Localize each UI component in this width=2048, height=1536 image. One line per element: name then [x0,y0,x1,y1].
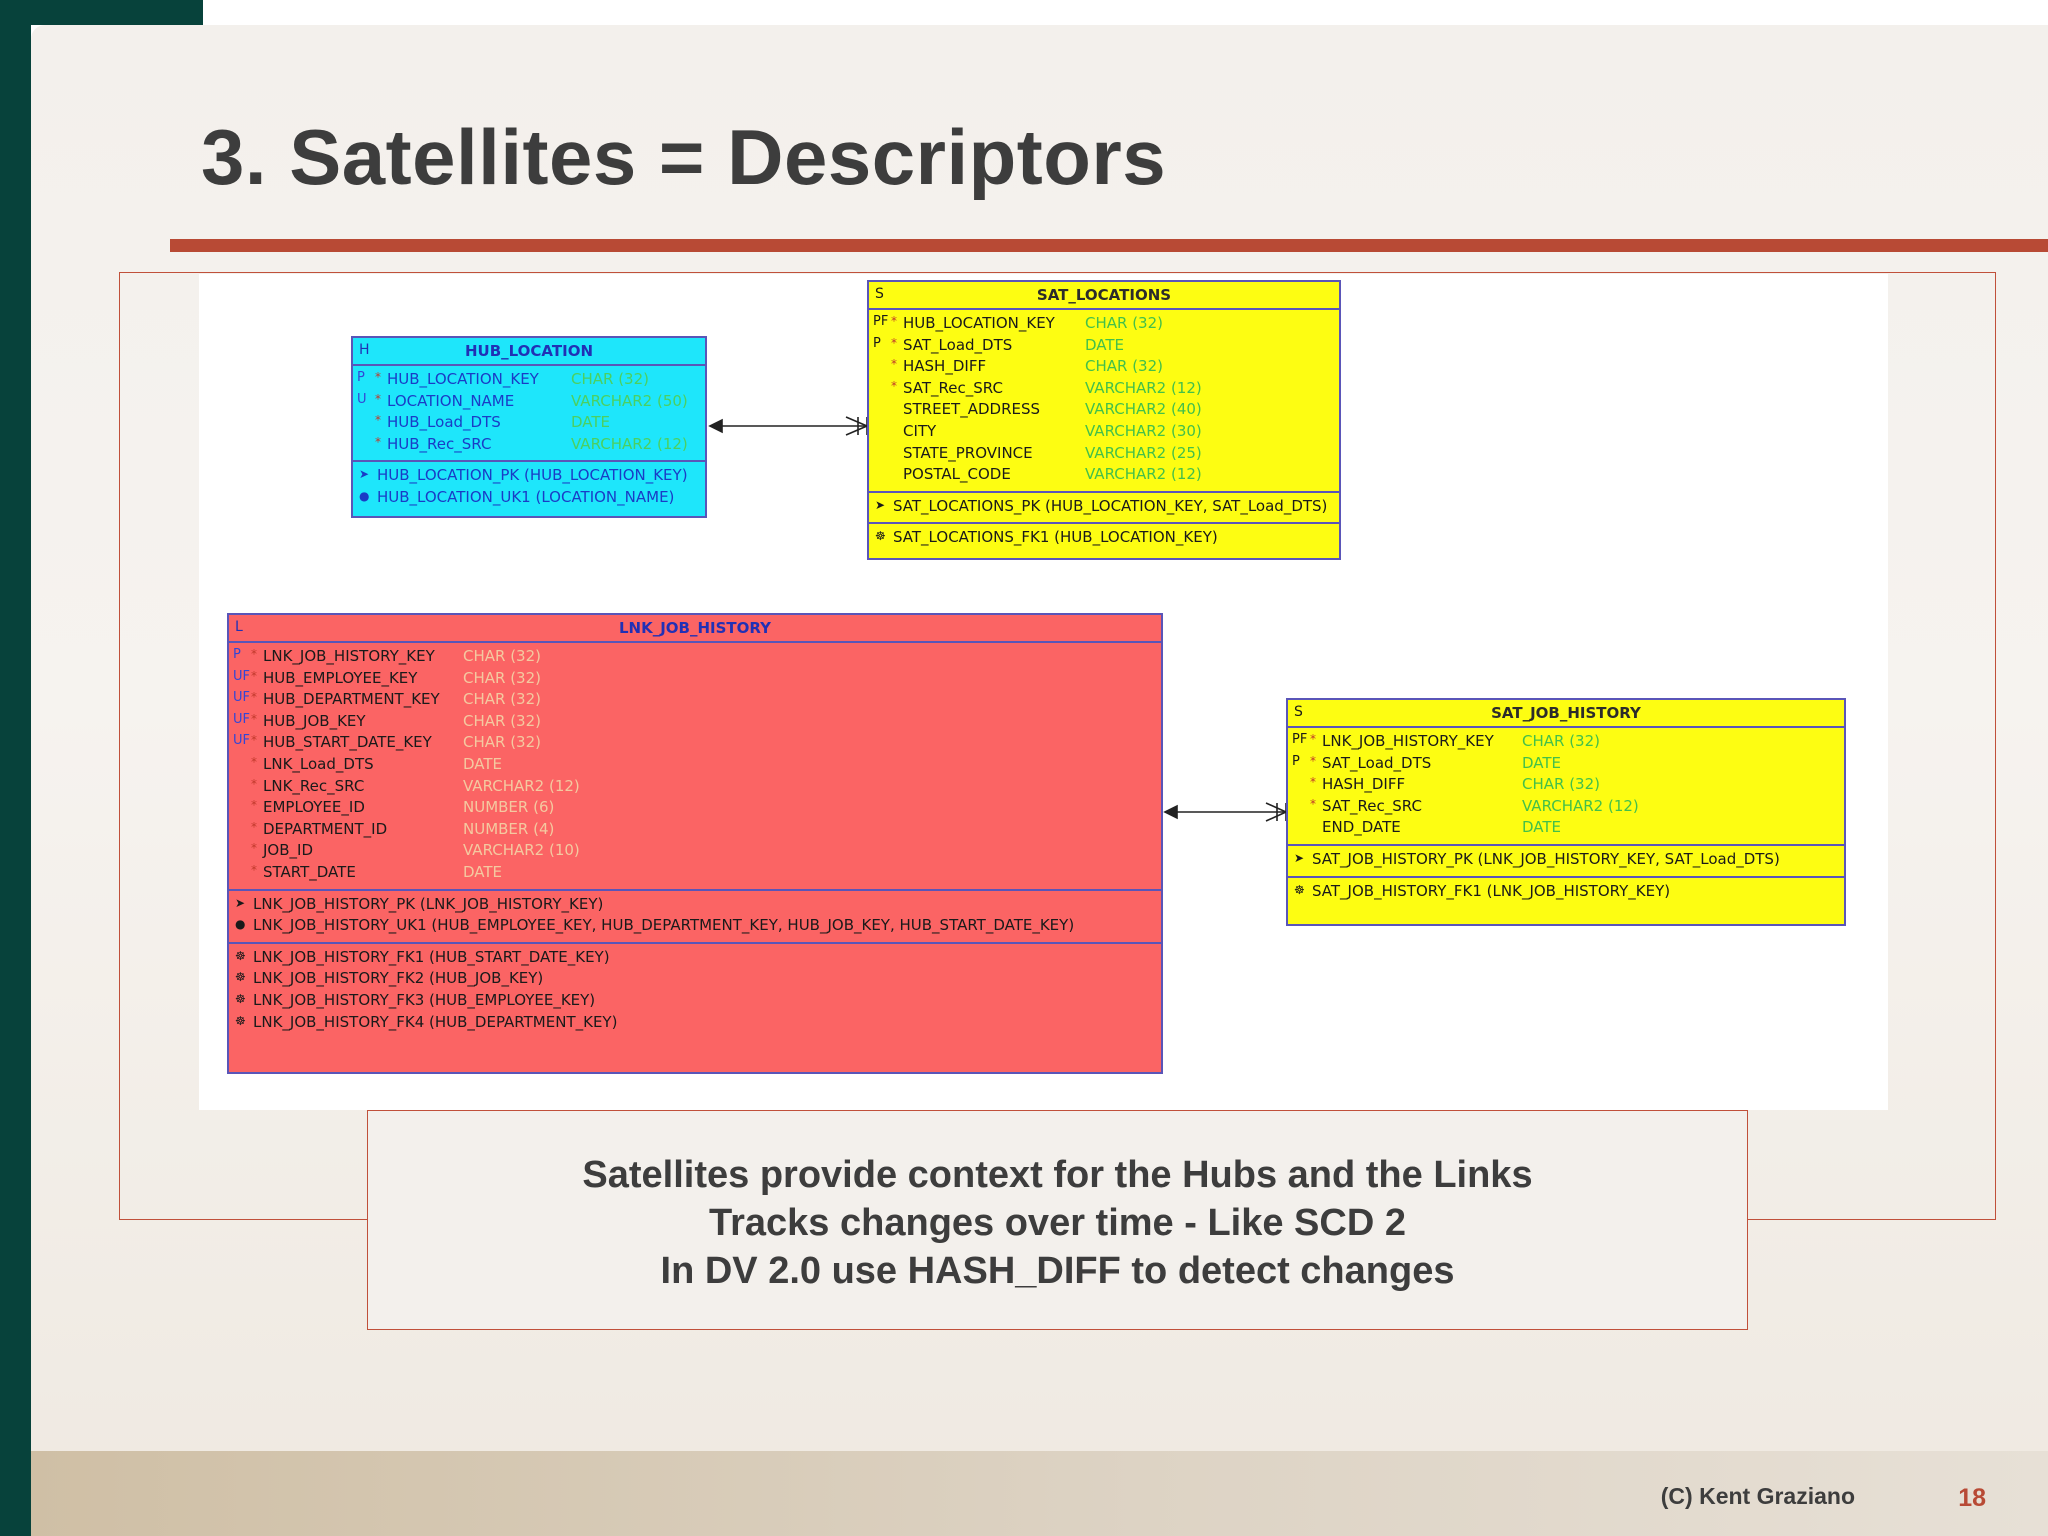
column-row [869,400,1339,422]
mandatory-marker: * [251,647,257,661]
column-row [869,379,1339,401]
entity-type-label: S [875,286,884,302]
key-text: SAT_LOCATIONS_PK (HUB_LOCATION_KEY, SAT_Load_DTS) [893,496,1328,515]
mandatory-marker: * [375,413,381,428]
column-type: VARCHAR2 (12) [463,776,580,795]
column-name: HASH_DIFF [903,357,987,376]
column-name: SAT_Rec_SRC [1322,796,1422,815]
caption-box [367,1110,1748,1330]
column-type: DATE [1522,818,1562,837]
entity-header [1288,700,1844,728]
column-name: SAT_Load_DTS [1322,753,1432,772]
mandatory-marker: * [1310,775,1316,790]
title-underline [170,239,2048,252]
column-name: END_DATE [1322,818,1401,837]
mandatory-marker: * [891,357,897,372]
column-row [229,647,1161,669]
column-row [869,314,1339,336]
top-accent-strip [0,0,203,25]
column-flag: P [1292,753,1300,769]
column-row [1288,754,1844,776]
mandatory-marker: * [1310,753,1316,768]
mandatory-marker: * [891,378,897,393]
column-name: STREET_ADDRESS [903,400,1041,419]
column-name: LNK_Rec_SRC [263,776,365,795]
mandatory-marker: * [375,391,381,406]
key-row [869,497,1339,519]
column-row [229,669,1161,691]
column-row [1288,775,1844,797]
key-row [1288,850,1844,872]
column-name: LNK_JOB_HISTORY_KEY [263,647,435,665]
column-name: HUB_DEPARTMENT_KEY [263,690,440,709]
column-row [229,712,1161,734]
mandatory-marker: * [251,668,257,683]
column-name: POSTAL_CODE [903,465,1011,484]
column-flag: UF [233,690,250,706]
mandatory-marker: * [251,819,257,834]
key-row [229,969,1161,991]
key-row [869,528,1339,550]
mandatory-marker: * [1310,796,1316,811]
key-text: LNK_JOB_HISTORY_UK1 (HUB_EMPLOYEE_KEY, HUB_DEPARTMENT_KEY, HUB_JOB_KEY, HUB_START_DATE_KEY) [253,916,1075,935]
foreign-key-icon: ☸ [235,970,246,985]
key-text: HUB_LOCATION_UK1 (LOCATION_NAME) [377,487,675,506]
column-type: CHAR (32) [571,370,649,388]
key-row [353,466,705,488]
entity-name: SAT_JOB_HISTORY [1491,704,1641,722]
column-type: CHAR (32) [463,668,541,687]
key-text: LNK_JOB_HISTORY_PK (LNK_JOB_HISTORY_KEY) [253,894,604,913]
mandatory-marker: * [251,798,257,813]
column-type: VARCHAR2 (40) [1085,400,1202,419]
column-name: SAT_Rec_SRC [903,378,1003,397]
column-type: VARCHAR2 (12) [1085,465,1202,484]
column-type: VARCHAR2 (12) [1522,796,1639,815]
mandatory-marker: * [375,370,381,384]
foreign-key-icon: ☸ [1294,882,1305,897]
foreign-key-icon: ☸ [235,991,246,1006]
column-name: START_DATE [263,862,356,881]
entity-header [229,615,1161,643]
column-type: CHAR (32) [463,711,541,730]
page-number: 18 [1958,1484,1986,1512]
key-text: SAT_JOB_HISTORY_FK1 (LNK_JOB_HISTORY_KEY) [1312,881,1671,900]
slide-title: 3. Satellites = Descriptors [201,113,1167,201]
column-type: VARCHAR2 (50) [571,391,688,410]
column-type: CHAR (32) [1522,732,1600,750]
entity-primary-key [869,493,1339,525]
foreign-key-icon: ☸ [875,529,886,544]
column-type: DATE [463,754,503,773]
entity-primary-key [1288,846,1844,878]
column-name: STATE_PROVINCE [903,443,1033,462]
entity-type-label: H [359,342,370,358]
entity-type-label: L [235,619,243,635]
column-row [1288,818,1844,840]
left-accent-bar [0,0,31,1536]
key-text: SAT_JOB_HISTORY_PK (LNK_JOB_HISTORY_KEY, SAT_Load_DTS) [1312,849,1780,868]
mandatory-marker: * [251,733,257,748]
key-row [353,488,705,510]
entity-foreign-key [869,524,1339,554]
key-row [1288,882,1844,904]
foreign-key-icon: ☸ [235,1013,246,1028]
column-row [869,444,1339,466]
entity-name: HUB_LOCATION [464,342,593,360]
entity-keys [353,462,705,513]
hub-location-entity[interactable] [351,336,707,518]
column-row [353,413,705,435]
column-row [353,435,705,457]
caption-line: In DV 2.0 use HASH_DIFF to detect changes [660,1250,1455,1292]
column-row [869,465,1339,487]
mandatory-marker: * [251,841,257,856]
column-row [229,798,1161,820]
column-name: DEPARTMENT_ID [263,819,388,838]
key-text: LNK_JOB_HISTORY_FK3 (HUB_EMPLOYEE_KEY) [253,990,596,1009]
mandatory-marker: * [891,314,897,328]
column-type: CHAR (32) [463,647,541,665]
column-flag: UF [233,668,250,684]
key-row [229,991,1161,1013]
column-row [229,777,1161,799]
column-flag: UF [233,733,250,749]
column-type: VARCHAR2 (10) [463,841,580,860]
entity-name: LNK_JOB_HISTORY [618,619,771,637]
column-row [229,755,1161,777]
primary-key-icon: ➤ [359,467,370,482]
caption-line: Satellites provide context for the Hubs and the Links [582,1154,1533,1196]
key-text: HUB_LOCATION_PK (HUB_LOCATION_KEY) [377,466,688,485]
column-name: HUB_Load_DTS [387,413,501,432]
entity-header [353,338,705,366]
mandatory-marker: * [375,434,381,449]
column-type: VARCHAR2 (25) [1085,443,1202,462]
key-text: LNK_JOB_HISTORY_FK4 (HUB_DEPARTMENT_KEY) [253,1012,618,1031]
column-row [1288,797,1844,819]
mandatory-marker: * [891,335,897,350]
entity-columns [869,310,1339,493]
column-row [869,336,1339,358]
column-row [869,422,1339,444]
column-row [353,370,705,392]
lnk-job-history-entity[interactable] [227,613,1163,1074]
column-name: HUB_LOCATION_KEY [387,370,539,388]
column-row [229,690,1161,712]
column-name: LOCATION_NAME [387,391,515,410]
entity-foreign-key [1288,878,1844,908]
unique-key-icon: ● [359,488,370,503]
entity-keys [229,891,1161,944]
column-type: NUMBER (4) [463,819,555,838]
column-type: CHAR (32) [1085,357,1163,376]
foreign-key-icon: ☸ [235,948,246,963]
caption-line: Tracks changes over time - Like SCD 2 [709,1202,1406,1244]
column-type: DATE [571,413,611,432]
entity-foreign-keys [229,944,1161,1038]
entity-header [869,282,1339,310]
column-row [229,841,1161,863]
key-row [229,916,1161,938]
entity-name: SAT_LOCATIONS [1036,286,1172,304]
column-name: JOB_ID [263,841,313,860]
column-type: DATE [1522,753,1562,772]
sat-job-history-entity[interactable] [1286,698,1846,926]
key-row [229,948,1161,970]
key-row [229,1013,1161,1035]
hub-to-sat-relationship [710,417,867,435]
column-name: HUB_Rec_SRC [387,434,492,453]
column-row [229,733,1161,755]
key-row [229,895,1161,917]
column-name: HUB_EMPLOYEE_KEY [263,668,418,687]
column-row [1288,732,1844,754]
column-flag: UF [233,711,250,727]
link-to-sat-relationship [1165,803,1286,821]
column-flag: P [873,335,881,351]
column-name: LNK_Load_DTS [263,754,374,773]
column-flag: PF [873,314,889,329]
column-type: VARCHAR2 (12) [571,434,688,453]
column-row [353,392,705,414]
entity-columns [1288,728,1844,846]
column-row [869,357,1339,379]
mandatory-marker: * [251,862,257,877]
column-name: HUB_LOCATION_KEY [903,314,1055,332]
column-row [229,863,1161,885]
column-row [229,820,1161,842]
column-type: DATE [463,862,503,881]
primary-key-icon: ➤ [875,497,886,512]
mandatory-marker: * [251,690,257,705]
key-text: LNK_JOB_HISTORY_FK1 (HUB_START_DATE_KEY) [253,947,610,966]
mandatory-marker: * [251,711,257,726]
column-type: VARCHAR2 (30) [1085,421,1202,440]
column-type: CHAR (32) [1522,775,1600,794]
key-text: LNK_JOB_HISTORY_FK2 (HUB_JOB_KEY) [253,969,544,988]
column-name: LNK_JOB_HISTORY_KEY [1322,732,1494,750]
column-type: DATE [1085,335,1125,354]
entity-columns [229,643,1161,891]
column-flag: PF [1292,732,1308,747]
mandatory-marker: * [1310,732,1316,746]
unique-key-icon: ● [235,917,246,932]
entity-type-label: S [1294,704,1303,720]
column-flag: P [357,370,365,385]
column-name: SAT_Load_DTS [903,335,1013,354]
key-text: SAT_LOCATIONS_FK1 (HUB_LOCATION_KEY) [893,528,1218,547]
column-type: VARCHAR2 (12) [1085,378,1202,397]
er-diagram [199,274,1888,1110]
mandatory-marker: * [251,776,257,791]
column-name: HUB_JOB_KEY [263,711,366,730]
sat-locations-entity[interactable] [867,280,1341,560]
primary-key-icon: ➤ [1294,850,1305,865]
column-type: CHAR (32) [1085,314,1163,332]
column-type: CHAR (32) [463,690,541,709]
primary-key-icon: ➤ [235,895,246,910]
entity-columns [353,366,705,462]
mandatory-marker: * [251,754,257,769]
column-name: HUB_START_DATE_KEY [263,733,432,752]
column-name: CITY [903,421,937,440]
column-flag: P [233,647,241,662]
author-credit: (C) Kent Graziano [1660,1483,1855,1509]
column-flag: U [357,391,367,407]
column-type: NUMBER (6) [463,798,555,817]
column-type: CHAR (32) [463,733,541,752]
column-name: HASH_DIFF [1322,775,1406,794]
column-name: EMPLOYEE_ID [263,798,365,817]
